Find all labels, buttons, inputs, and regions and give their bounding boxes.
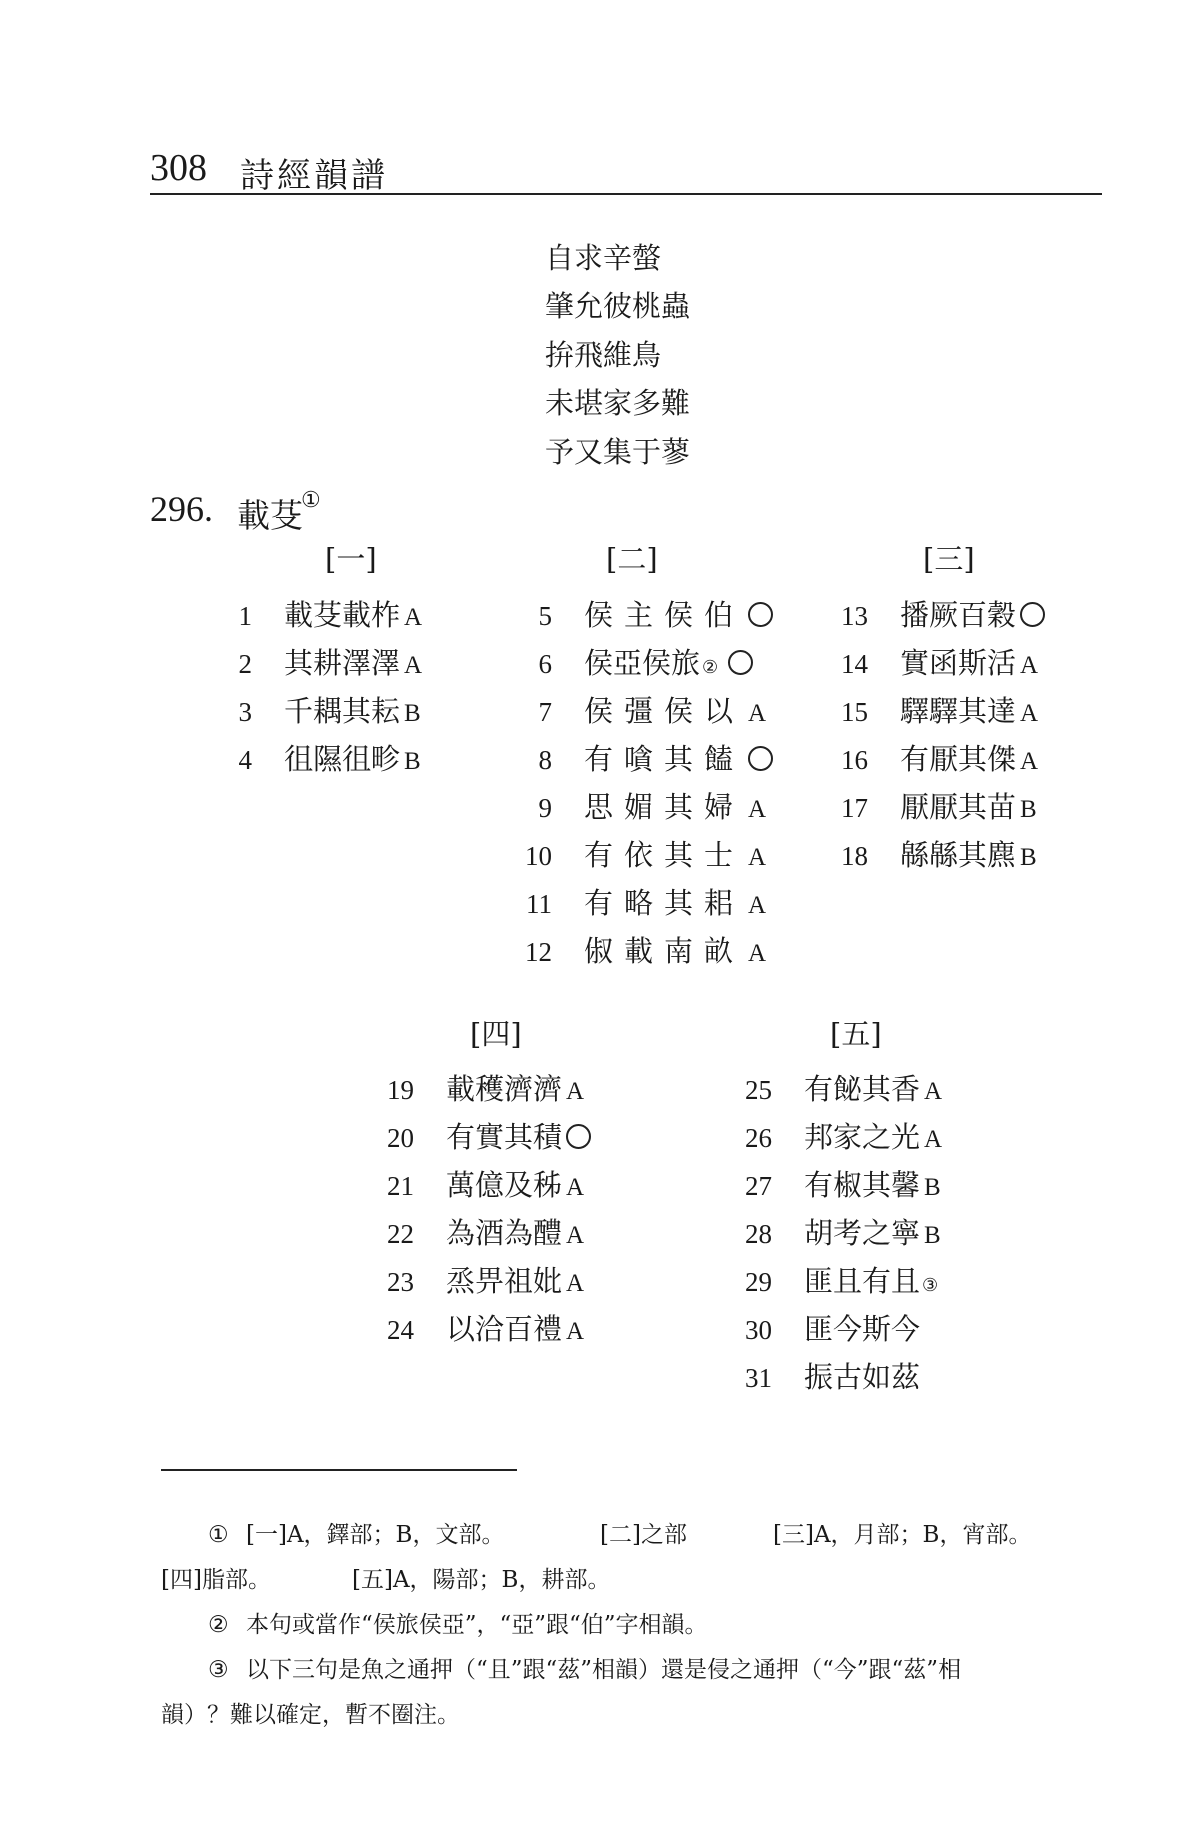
rhyme-circle xyxy=(748,746,773,771)
continued-line: 拚飛維鳥 xyxy=(545,338,662,372)
poem-line: 17 厭厭其苗 B xyxy=(841,790,1037,824)
rhyme-circle xyxy=(1020,602,1045,627)
poem-line: 15 驛驛其達 A xyxy=(841,694,1039,728)
poem-line: 28 胡考之寧 B xyxy=(745,1216,941,1250)
line-footnote-mark: ② xyxy=(702,657,719,678)
poem-line: 11 有略其耜 A xyxy=(526,886,767,920)
footnote-1-part: [二]之部 xyxy=(600,1522,687,1548)
poem-footnote-mark: ① xyxy=(301,488,321,513)
poem-line: 7 侯彊侯以 A xyxy=(538,694,767,728)
header-rule xyxy=(150,193,1102,195)
poem-line: 21 萬億及秭 A xyxy=(387,1168,585,1202)
page-number: 308 xyxy=(150,147,207,189)
footnote-1-part: [五]A，陽部；B，耕部。 xyxy=(352,1567,611,1593)
rhyme-circle xyxy=(566,1124,591,1149)
poem-line: 27 有椒其馨 B xyxy=(745,1168,941,1202)
footnote-2: ② 本句或當作“侯旅侯亞”，“亞”跟“伯”字相韻。 xyxy=(208,1612,708,1638)
poem-line: 18 緜緜其麃 B xyxy=(841,838,1037,872)
poem-title: 載芟 xyxy=(237,496,303,535)
poem-number: 296. xyxy=(150,489,213,529)
footnote-1: ① [一]A，鐸部；B，文部。 xyxy=(208,1522,505,1548)
line-footnote-mark: ③ xyxy=(922,1275,939,1296)
poem-line: 23 烝畀祖妣 A xyxy=(387,1264,585,1298)
poem-line: 14 實函斯活 A xyxy=(841,646,1039,680)
continued-line: 自求辛螫 xyxy=(545,241,662,275)
stanza-header-4: [四] xyxy=(470,1017,522,1051)
poem-line: 19 載穫濟濟 A xyxy=(387,1072,585,1106)
poem-line: 30 匪今斯今 xyxy=(745,1312,921,1346)
continued-line: 予又集于蓼 xyxy=(545,435,691,469)
stanza-header-2: [二] xyxy=(606,542,658,576)
book-title: 詩經韻譜 xyxy=(240,156,388,196)
poem-line: 22 為酒為醴 A xyxy=(387,1216,585,1250)
poem-line: 3 千耦其耘 B xyxy=(238,694,421,728)
poem-line: 29 匪且有且 ③ xyxy=(745,1264,939,1298)
poem-line: 10 有依其士 A xyxy=(525,838,767,872)
footnote-3-cont: 韻）？難以確定，暫不圈注。 xyxy=(161,1702,460,1728)
poem-line: 12 俶載南畝 A xyxy=(525,934,767,968)
rhyme-circle xyxy=(748,602,773,627)
stanza-header-3: [三] xyxy=(923,542,975,576)
footnote-1-part: [四]脂部。 xyxy=(161,1567,271,1593)
poem-line: 26 邦家之光 A xyxy=(745,1120,943,1154)
stanza-header-1: [一] xyxy=(325,542,377,576)
poem-line: 8 有嗿其饁 xyxy=(510,737,773,778)
footnote-3: ③ 以下三句是魚之通押（“且”跟“茲”相韻）還是侵之通押（“今”跟“茲”相 xyxy=(208,1657,962,1683)
poem-line: 13 播厥百穀 xyxy=(826,593,1045,634)
poem-line: 1 載芟載柞 A xyxy=(238,598,423,632)
poem-line: 31 振古如茲 xyxy=(745,1360,921,1394)
continued-line: 肇允彼桃蟲 xyxy=(545,289,691,323)
poem-line: 6 侯亞侯旅 ② xyxy=(510,641,753,682)
poem-line: 20 有實其積 xyxy=(372,1115,591,1156)
stanza-header-5: [五] xyxy=(830,1017,882,1051)
footnote-1-part: [三]A，月部；B，宵部。 xyxy=(773,1522,1032,1548)
footnote-rule xyxy=(161,1469,517,1471)
poem-line: 24 以洽百禮 A xyxy=(387,1312,585,1346)
poem-line: 9 思媚其婦 A xyxy=(538,790,767,824)
poem-line: 4 徂隰徂畛 B xyxy=(238,742,421,776)
continued-line: 未堪家多難 xyxy=(545,386,691,420)
poem-line: 16 有厭其傑 A xyxy=(841,742,1039,776)
poem-line: 25 有飶其香 A xyxy=(745,1072,943,1106)
rhyme-circle xyxy=(728,650,753,675)
poem-line: 2 其耕澤澤 A xyxy=(238,646,423,680)
poem-line: 5 侯主侯伯 xyxy=(510,593,773,634)
